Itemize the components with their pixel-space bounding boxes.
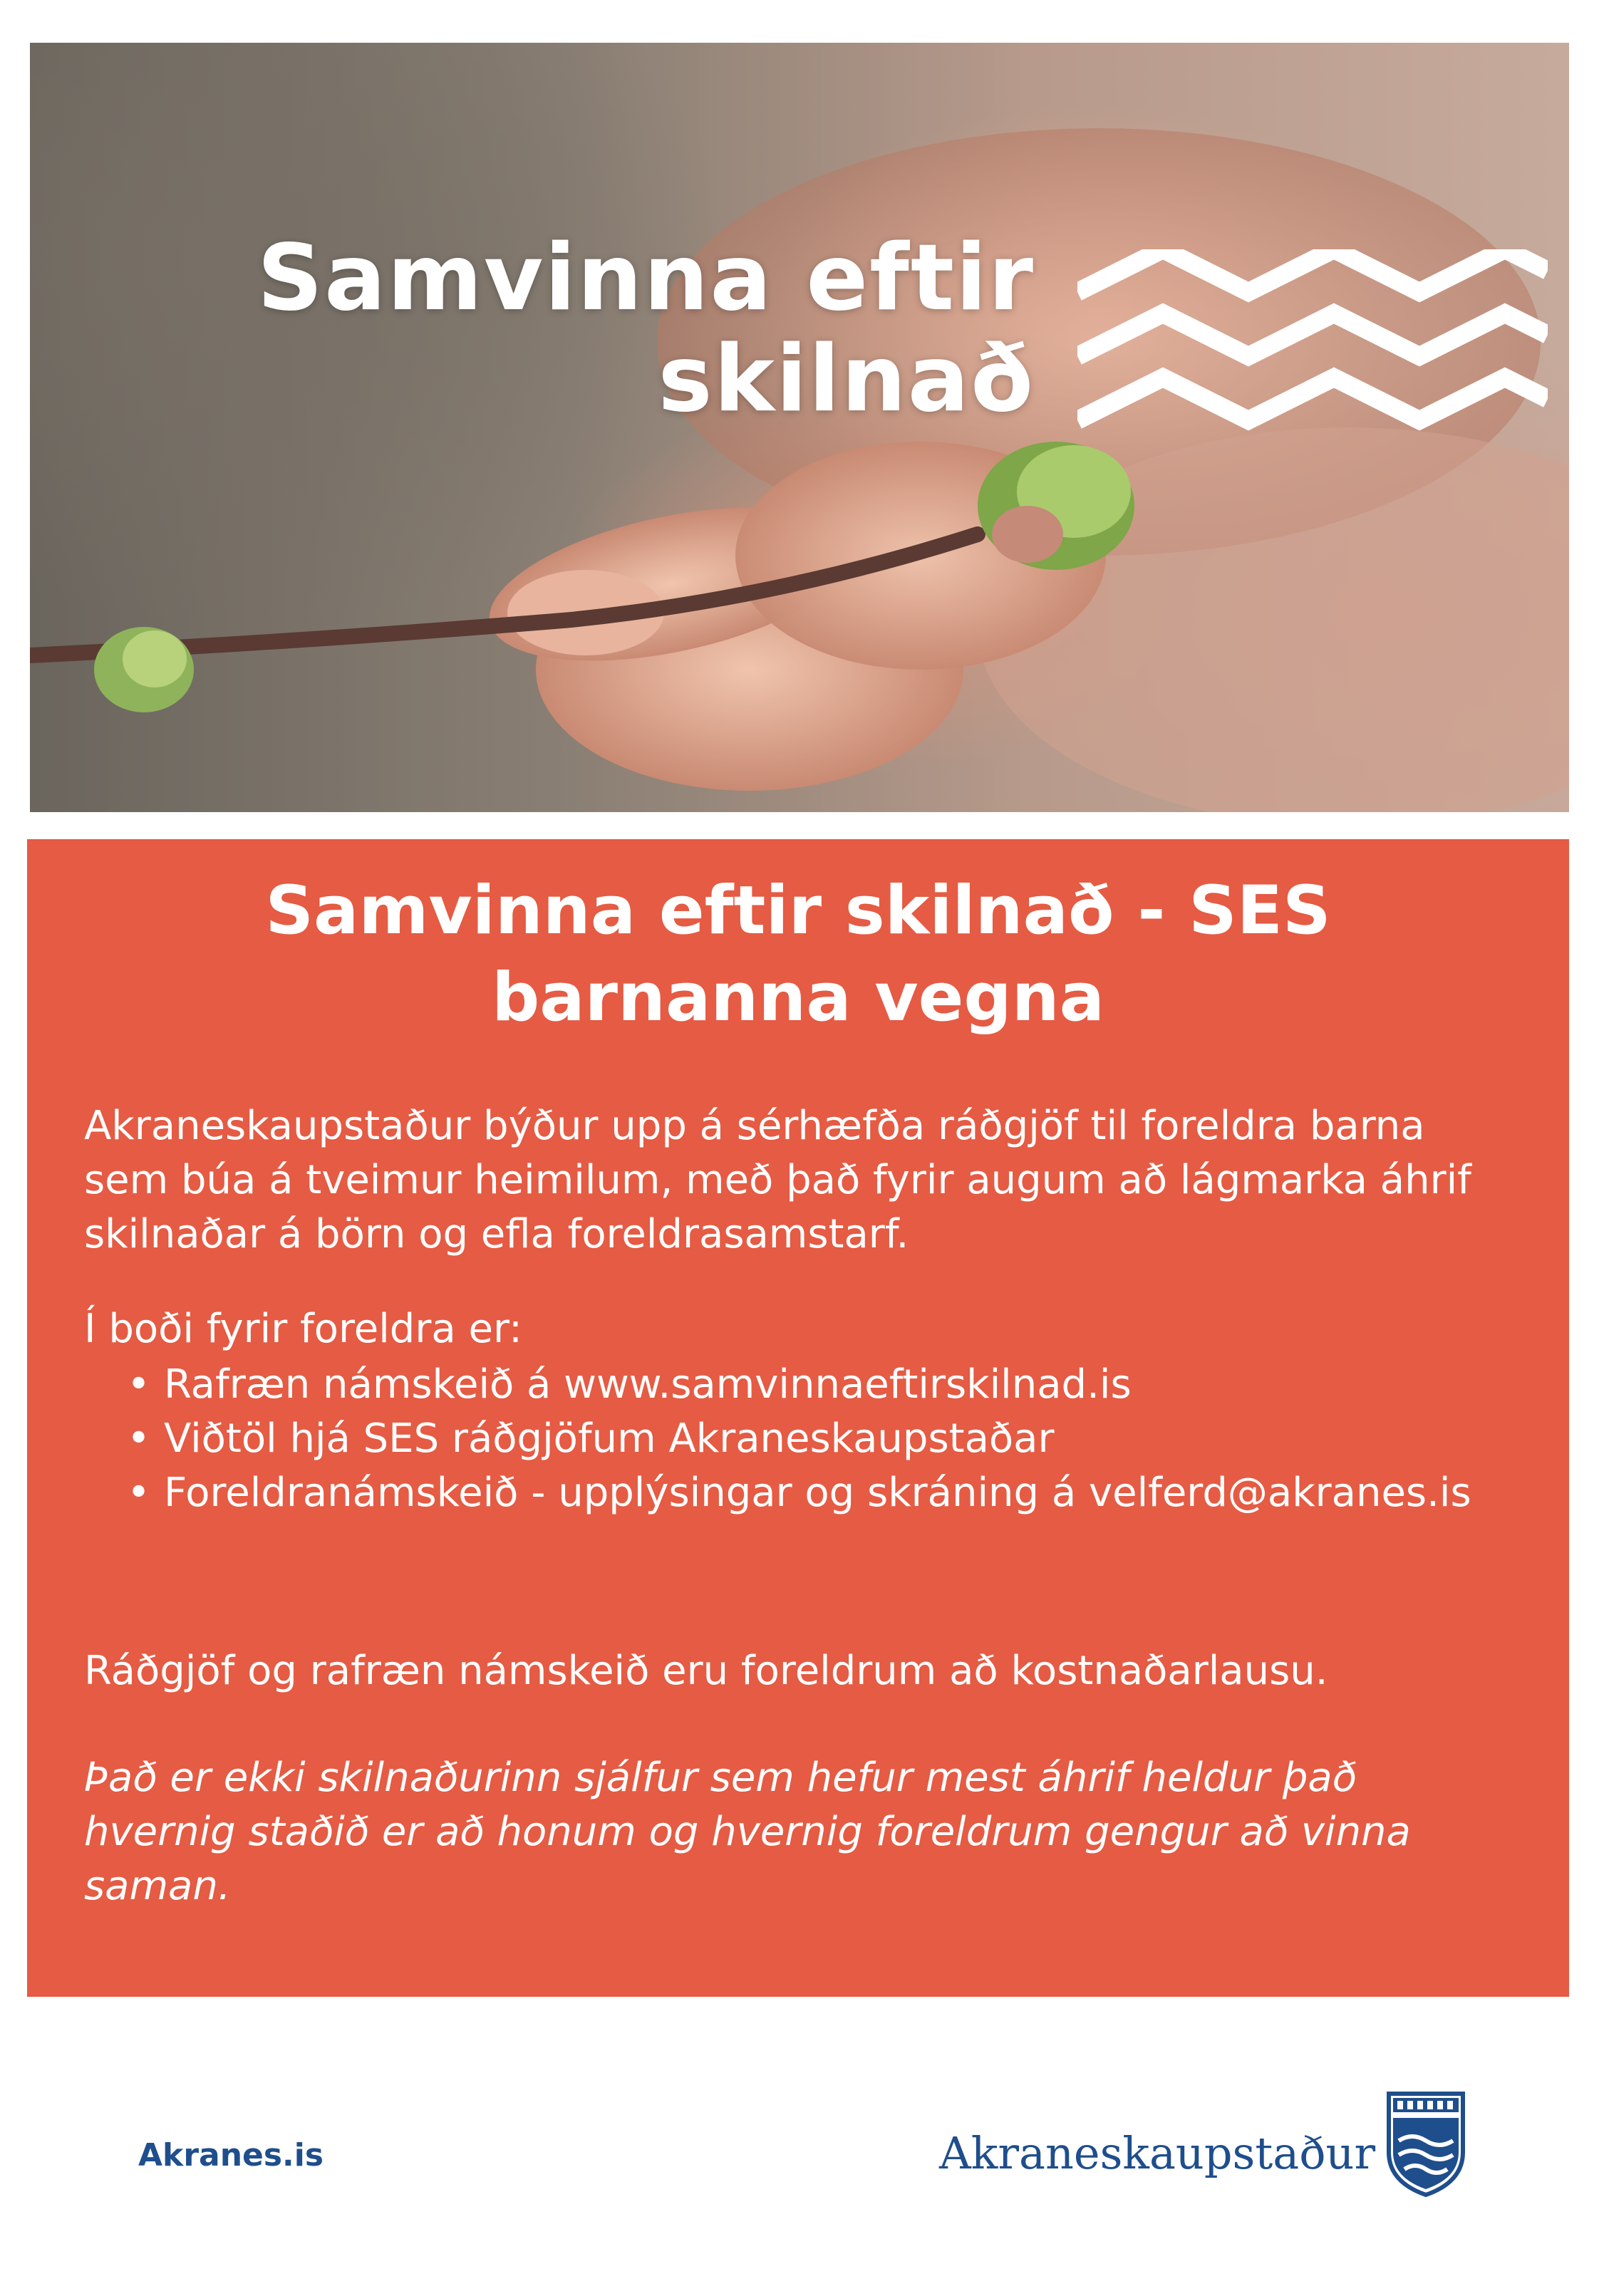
panel-title-line1: Samvinna eftir skilnað - SES	[265, 872, 1331, 950]
panel-title-line2: barnanna vegna	[491, 959, 1105, 1037]
brand-name: Akraneskaupstaður	[939, 2127, 1376, 2179]
intro-paragraph: Akraneskaupstaður býður upp á sérhæfða ráðgjöf til foreldra barna sem búa á tveimur heimilum, með það fyrir augum að lágmarka áhrif skilnaðar á börn og efla foreldrasamstarf.	[84, 1103, 1471, 1257]
bud-left	[94, 627, 194, 712]
list-item	[84, 1358, 1509, 1412]
website-link[interactable]: Akranes.is	[138, 2137, 324, 2173]
offer-list	[84, 1358, 1509, 1520]
list-item	[84, 1466, 1509, 1520]
offer-item-text: Viðtöl hjá SES ráðgjöfum Akraneskaupstaðar	[164, 1415, 1055, 1462]
bullet-icon: •	[127, 1415, 151, 1462]
hero-title	[165, 225, 1035, 432]
hero-title-line2: skilnað	[658, 326, 1035, 432]
quote-paragraph: Það er ekki skilnaðurinn sjálfur sem hefur mest áhrif heldur það hvernig staðið er að honum og hvernig foreldrum gengur að vinna saman.	[84, 1755, 1411, 1909]
zigzag-icon	[1077, 249, 1548, 463]
bullet-icon: •	[127, 1361, 151, 1408]
offer-item-text: Rafræn námskeið á www.samvinnaeftirskilnad.is	[164, 1361, 1132, 1408]
bullet-icon: •	[127, 1470, 151, 1516]
panel-title	[27, 868, 1569, 1041]
hero-title-line1: Samvinna eftir	[257, 225, 1035, 331]
offer-heading: Í boði fyrir foreldra er:	[84, 1306, 522, 1352]
cost-note: Ráðgjöf og rafræn námskeið eru foreldrum að kostnaðarlausu.	[84, 1648, 1328, 1694]
list-item	[84, 1412, 1509, 1466]
hero-photo	[30, 43, 1569, 812]
offer-item-text: Foreldranámskeið - upplýsingar og skráning á velferd@akranes.is	[164, 1470, 1471, 1516]
crest-icon	[1386, 2091, 1466, 2198]
info-panel	[27, 839, 1569, 1997]
